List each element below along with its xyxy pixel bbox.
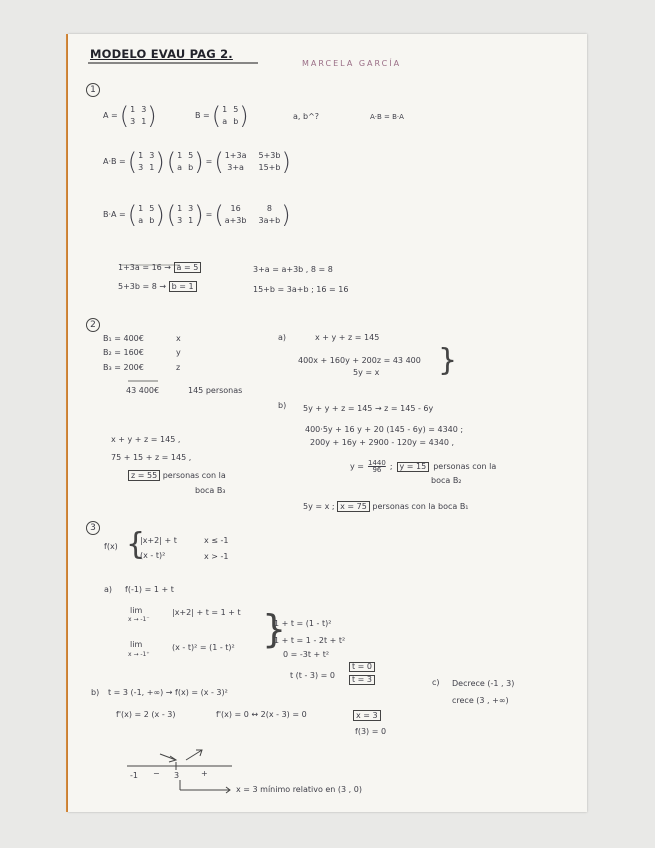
sign-minus-one: -1 [130,771,138,780]
sign-positive: + [201,769,208,778]
limit-eq-4: t (t - 3) = 0 [290,671,335,680]
increasing-arrow [186,750,202,760]
b3-price: B₃ = 200€ [103,363,144,372]
z-solution-b3: boca B₃ [195,486,226,495]
left-limit-sub: x → -1⁻ [128,616,150,623]
eq-2: 5+3b = 8 → b = 1 [118,283,197,291]
eq-1: 1+3a = 16 → a = 5 [118,264,201,272]
piece-1-cond: x ≤ -1 [204,536,229,545]
answer-x-box: x = 75 [337,501,370,512]
t3-function: t = 3 (-1, +∞) → f(x) = (x - 3)² [108,688,228,697]
piece-1: |x+2| + t [140,536,177,545]
f-at-3: f(3) = 0 [355,727,387,736]
right-limit-sub: x → -1⁺ [128,651,150,658]
z-solution: z = 55 personas con la [128,472,226,480]
answer-b-box: b = 1 [169,281,197,292]
part-a-label: a) [278,333,287,342]
system-eq-3: 5y = x [353,368,380,377]
limit-eq-1: 1 + t = (1 - t)² [274,619,332,628]
total-amount: 43 400€ [126,386,160,395]
var-x: x [176,334,181,343]
increasing-interval: crece (3 , +∞) [452,696,509,705]
piece-2-cond: x > -1 [204,552,229,561]
limit-eq-3: 0 = -3t + t² [283,650,330,659]
matrix-a: ( 1 3 3 1 ) [119,102,157,130]
product-ab: A·B = ( 1 3 3 1 ) ( 1 5 a b ) = ( 1+3a 5+3b 3+a 15+b ) [103,148,291,176]
t3-box: t = 3 [349,675,375,685]
relative-minimum: x = 3 mínimo relativo en (3 , 0) [236,785,362,794]
b1-price: B₁ = 400€ [103,334,144,343]
decreasing-interval: Decrece (-1 , 3) [452,679,515,688]
var-y: y [176,348,181,357]
function-label: f(x) [104,542,118,551]
matrix-a-label: A = [103,111,118,120]
part-a3-label: a) [104,585,113,594]
eq-3: 3+a = a+3b , 8 = 8 [253,265,333,274]
page-title: MODELO EVAU PAG 2. [90,47,233,61]
answer-a-box: a = 5 [174,262,202,273]
eq-4: 15+b = 3a+b ; 16 = 16 [253,285,349,294]
question-2-number: 2 [86,318,100,332]
sum-line-1: x + y + z = 145 , [111,435,181,444]
limits-brace: } [262,607,287,651]
answer-z-box: z = 55 [128,470,160,481]
commute-condition: A·B = B·A [370,113,404,121]
limit-eq-2: 1 + t = 1 - 2t + t² [274,636,346,645]
system-brace: } [438,343,458,378]
question-1-number: 1 [86,83,100,97]
unknowns-ab: a, b^? [293,112,320,121]
x-solution: 5y = x ; x = 75 personas con la boca B₁ [303,502,469,511]
piecewise-brace: { [126,527,146,562]
right-limit-expr: (x - t)² = (1 - t)² [172,643,235,652]
sum-line-2: 75 + 15 + z = 145 , [111,453,192,462]
sign-three: 3 [174,771,180,780]
product-ba: B·A = ( 1 5 a b ) ( 1 3 3 1 ) = ( 16 8 a+3b 3a+b ) [103,201,291,229]
left-limit-expr: |x+2| + t = 1 + t [172,608,241,617]
system-eq-2: 400x + 160y + 200z = 43 400 [298,356,421,365]
answer-y-box: y = 15 [397,462,430,472]
b2-price: B₂ = 160€ [103,348,144,357]
substitution-2: 400·5y + 16 y + 20 (145 - 6y) = 4340 ; [305,425,464,434]
part-c-label: c) [432,678,440,687]
right-limit: lim [130,640,143,649]
part-b-label: b) [278,401,287,410]
author-name: MARCELA GARCÍA [302,59,402,68]
y-solution-b2: boca B₂ [431,476,462,485]
substitution-1: 5y + y + z = 145 → z = 145 - 6y [303,404,434,413]
system-eq-1: x + y + z = 145 [315,333,380,342]
left-limit: lim [130,606,143,615]
var-z: z [176,363,181,372]
question-3-number: 3 [86,521,100,535]
x3-box: x = 3 [353,710,381,721]
matrix-b-label: B = [195,111,210,120]
decreasing-arrow [160,754,176,760]
matrix-b: ( 1 5 a b ) [211,102,249,130]
part-b3-label: b) [91,688,100,697]
substitution-3: 200y + 16y + 2900 - 120y = 4340 , [310,438,455,447]
derivative-zero: f'(x) = 0 ↔ 2(x - 3) = 0 [216,710,307,719]
sign-negative: − [153,769,160,778]
t0-box: t = 0 [349,662,375,672]
f-at-minus-1: f(-1) = 1 + t [125,585,174,594]
y-solution: y = $\frac{1440}{96}$ ; y = 15 personas con la [350,459,497,474]
piece-2: (x - t)² [140,551,166,560]
derivative: f'(x) = 2 (x - 3) [116,710,176,719]
total-persons: 145 personas [188,386,243,395]
